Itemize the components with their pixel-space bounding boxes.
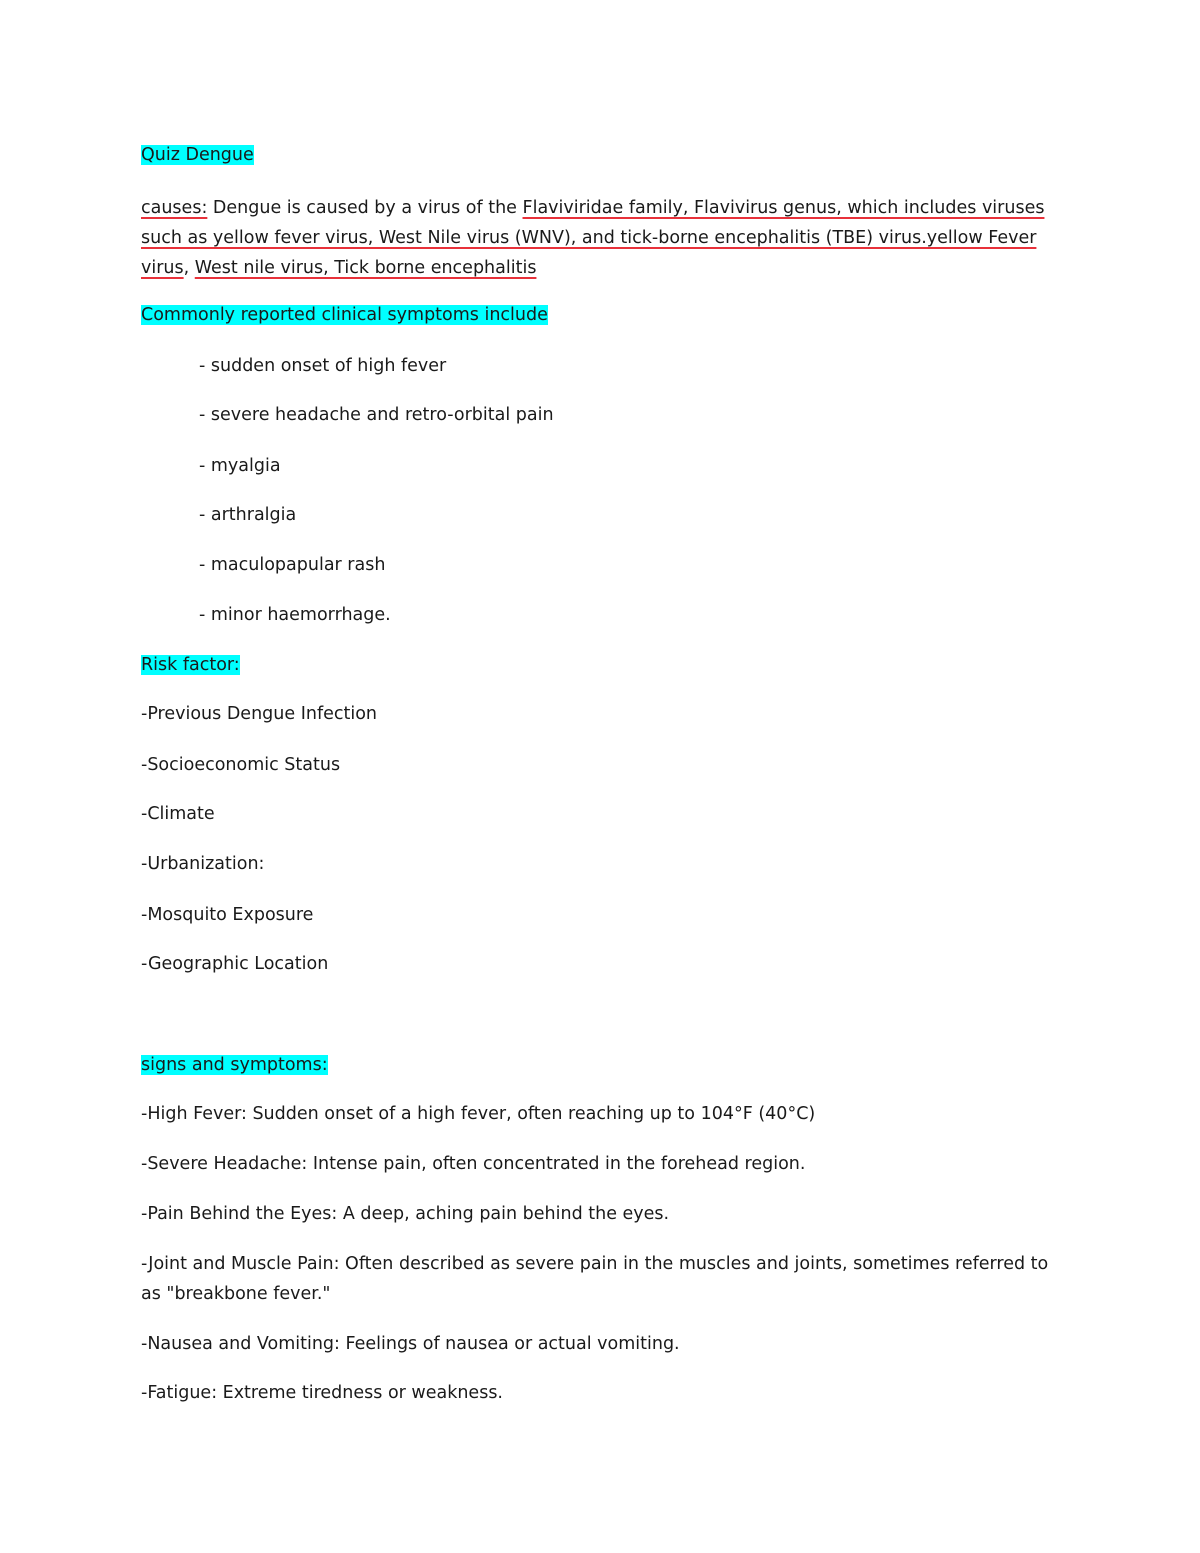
risk-item: -Geographic Location [141,954,329,974]
signs-item: -Severe Headache: Intense pain, often concentrated in the forehead region. [141,1154,806,1174]
clinical-item: - sudden onset of high fever [199,356,447,376]
causes-line-3 [141,253,1061,283]
risk-item: -Urbanization: [141,854,265,874]
signs-item-continuation: as "breakbone fever." [141,1284,331,1304]
risk-heading-text: Risk factor: [141,655,240,675]
causes-line-2 [141,223,1061,253]
clinical-item: - minor haemorrhage. [199,605,391,625]
risk-item: -Climate [141,804,215,824]
clinical-item: - arthralgia [199,505,297,525]
document-title [141,143,254,167]
signs-item: -Pain Behind the Eyes: A deep, aching pain behind the eyes. [141,1204,670,1224]
signs-item: -Nausea and Vomiting: Feelings of nausea or actual vomiting. [141,1334,680,1354]
causes-intro: Dengue is caused by a virus of the [207,198,523,218]
clinical-item: - myalgia [199,456,281,476]
causes-underlined-3: West nile virus, Tick borne encephalitis [194,258,537,278]
signs-item: -Fatigue: Extreme tiredness or weakness. [141,1383,503,1403]
risk-item: -Socioeconomic Status [141,755,341,775]
clinical-heading-text: Commonly reported clinical symptoms include [141,305,548,325]
causes-line-1 [141,193,1061,223]
causes-underlined-2: such as yellow fever virus, West Nile virus (WNV), and tick-borne encephalitis (TBE) virus.yellow Fever [141,228,1037,248]
causes-paragraph [141,193,1061,283]
clinical-item: - severe headache and retro-orbital pain [199,405,554,425]
clinical-item: - maculopapular rash [199,555,386,575]
clinical-heading [141,303,548,327]
signs-heading [141,1053,328,1077]
risk-item: -Previous Dengue Infection [141,704,378,724]
causes-virus-word: virus [141,258,184,278]
risk-heading [141,653,240,677]
signs-heading-text: signs and symptoms: [141,1055,328,1075]
title-highlight: Quiz Dengue [141,145,254,165]
signs-item: -Joint and Muscle Pain: Often described as severe pain in the muscles and joints, sometimes referred to [141,1254,1049,1274]
causes-label: causes: [141,198,208,218]
signs-item: -High Fever: Sudden onset of a high fever, often reaching up to 104°F (40°C) [141,1104,816,1124]
risk-item: -Mosquito Exposure [141,905,314,925]
causes-underlined-1: Flaviviridae family, Flavivirus genus, which includes viruses [522,198,1045,218]
causes-comma: , [183,258,195,278]
